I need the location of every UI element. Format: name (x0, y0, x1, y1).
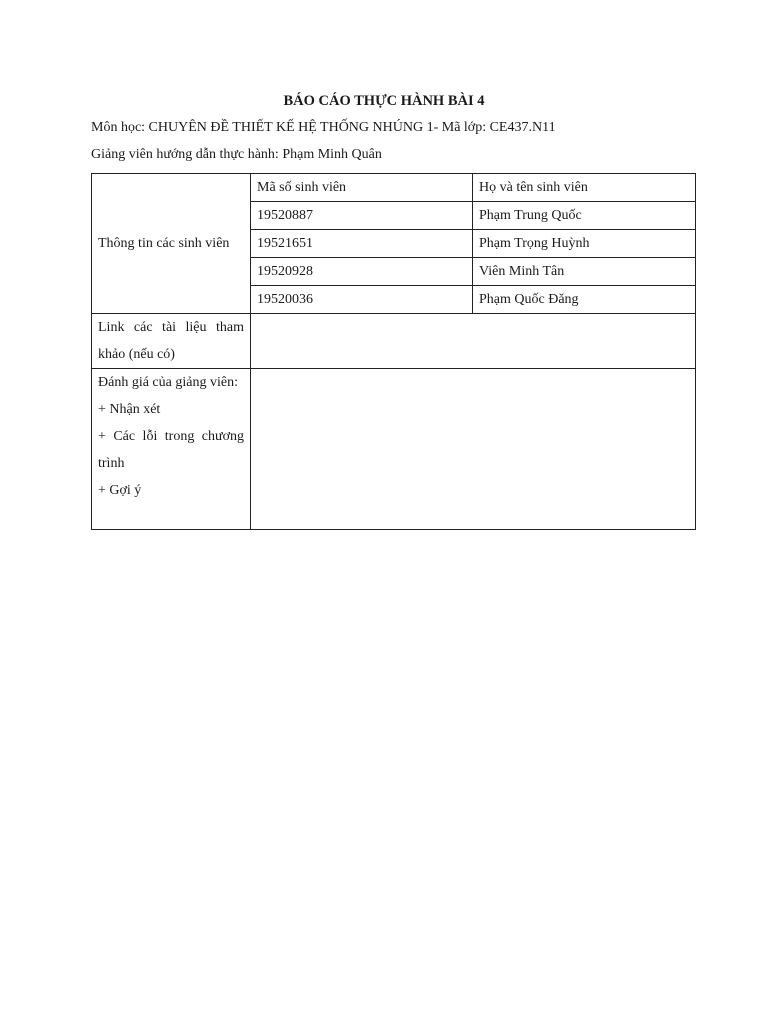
student-name-cell: Phạm Trọng Huỳnh (473, 230, 696, 258)
table-header-row (92, 174, 696, 202)
student-name-cell: Phạm Trung Quốc (473, 202, 696, 230)
student-id-cell: 19521651 (251, 230, 473, 258)
evaluation-label: Đánh giá của giảng viên: (98, 375, 238, 390)
references-content-cell (251, 314, 696, 369)
evaluation-label-cell (92, 369, 251, 530)
student-id-cell: 19520036 (251, 286, 473, 314)
references-row (92, 314, 696, 369)
references-label: Link các tài liệu tham khảo (nếu có) (92, 314, 251, 369)
student-id-cell: 19520887 (251, 202, 473, 230)
instructor-line: Giảng viên hướng dẫn thực hành: Phạm Minh Quân (91, 147, 382, 162)
student-id-cell: 19520928 (251, 258, 473, 286)
course-line: Môn học: CHUYÊN ĐỀ THIẾT KẾ HỆ THỐNG NHÚNG 1- Mã lớp: CE437.N11 (91, 120, 556, 135)
student-id-header: Mã số sinh viên (251, 174, 473, 202)
evaluation-item: + Nhận xét (98, 402, 161, 417)
evaluation-item: + Gợi ý (98, 483, 142, 498)
student-name-cell: Phạm Quốc Đăng (473, 286, 696, 314)
evaluation-content-cell (251, 369, 696, 530)
report-title: BÁO CÁO THỰC HÀNH BÀI 4 (283, 93, 485, 109)
student-name-header: Họ và tên sinh viên (473, 174, 696, 202)
evaluation-item: + Các lỗi trong chương trình (98, 429, 244, 471)
student-name-cell: Viên Minh Tân (473, 258, 696, 286)
evaluation-row (92, 369, 696, 530)
report-table (91, 173, 696, 530)
student-info-label: Thông tin các sinh viên (92, 174, 251, 314)
